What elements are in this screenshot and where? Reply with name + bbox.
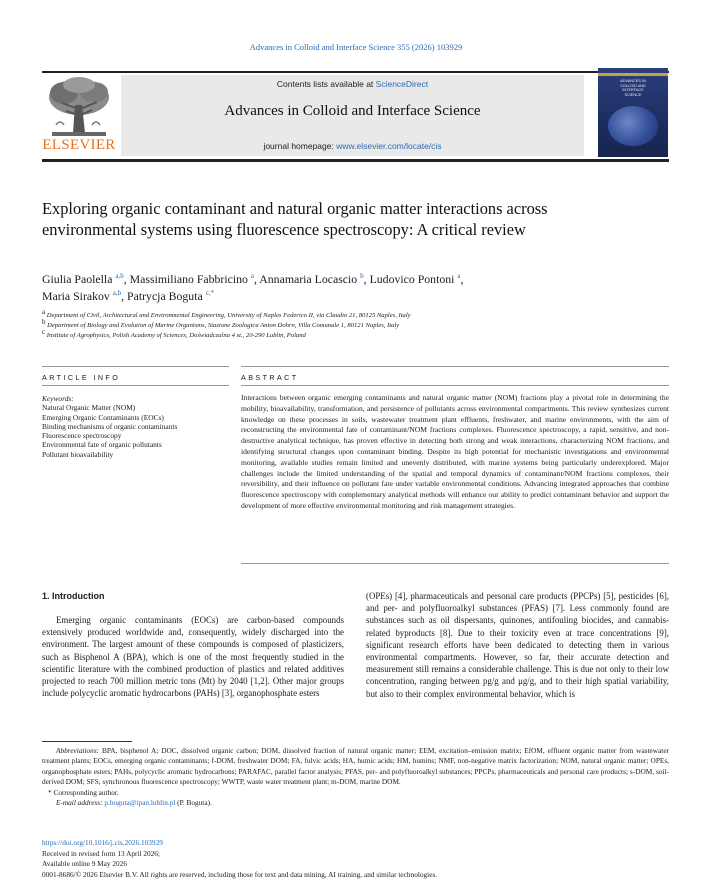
article-history	[42, 838, 669, 880]
footnotes	[42, 746, 669, 808]
author-separator: ,	[254, 272, 260, 286]
keyword: Emerging Organic Contaminants (EOCs)	[42, 412, 164, 422]
keyword: Pollutant bioavailability	[42, 449, 114, 459]
cover-title-line: INTERFACE	[622, 88, 644, 93]
journal-cover-image[interactable]	[598, 68, 668, 157]
author-separator: ,	[460, 272, 464, 286]
author-name: Patrycja Boguta	[127, 289, 203, 303]
authors-line-2	[42, 287, 642, 305]
doi-link[interactable]: https://doi.org/10.1016/j.cis.2026.103929	[42, 838, 163, 847]
author-name: Annamaria Locascio	[259, 272, 358, 286]
journal-header-box	[121, 75, 584, 156]
keywords-block	[42, 394, 232, 459]
author-affil-mark[interactable]: a	[250, 272, 255, 281]
contents-prefix: Contents lists available at	[276, 79, 376, 89]
keywords-label: Keywords:	[42, 394, 74, 403]
author[interactable]	[259, 272, 369, 286]
cover-graphic	[608, 106, 658, 146]
section-heading-introduction: 1. Introduction	[42, 591, 105, 601]
intro-left-paragraph: Emerging organic contaminants (EOCs) are carbon-based compounds extensively produced worldwide and, consequently, widely discharged into the environment. The largest amount of these compounds is composed of plasticizers, such as Bisphenol A (BPA), which is one of the most frequently studied in the scientific literature with the combined production of plastics and related additives projected to reach 700 million metric tons (Mt) by 2040 [1,2]. Other major groups include polycyclic aromatic hydrocarbons (PAHs) [3], organophosphate esters	[42, 615, 344, 699]
affiliation	[42, 327, 642, 340]
article-info-rule-bottom	[42, 385, 229, 386]
cover-title-line: SCIENCE	[624, 92, 642, 97]
author-separator: ,	[121, 289, 128, 303]
sciencedirect-link[interactable]: ScienceDirect	[375, 79, 429, 89]
author-affil-mark[interactable]: a	[457, 272, 461, 281]
affiliation-text: Department of Civil, Architectural and Environmental Engineering, University of Naples Federico II, via Claudio 21, 80125 Naples, Italy	[46, 312, 411, 319]
journal-reference[interactable]: Advances in Colloid and Interface Science 355 (2026) 103929	[249, 42, 463, 52]
keyword: Binding mechanisms of organic contaminants	[42, 421, 178, 431]
available-date: Available online 9 May 2026	[42, 859, 127, 869]
header-bottom-rule	[42, 159, 669, 162]
elsevier-logo[interactable]	[42, 75, 116, 157]
received-date: Received in revised form 13 April 2026;	[42, 848, 160, 858]
homepage-prefix: journal homepage:	[263, 141, 337, 151]
email-suffix: (P. Boguta).	[175, 798, 212, 808]
intro-right-paragraph: (OPEs) [4], pharmaceuticals and personal care products (PPCPs) [5], pesticides [6], and per- and polyfluoroalkyl substances (PFAS) [7]. Less commonly found are substances such as oil dispersants, quinones, antifouling biocides, and cannabis-related byproducts [8]. Due to their toxicity even at trace concentrations [9], significant research efforts have been dedicated to detecting them in various environmental compartments. However, so far, their accurate detection and measurement still remains a considerable challenge. This is due not only to their low concentration, ranging between pg/g and μg/g, and to their high spatial variability, but also to their complex environmental behavior, which is	[366, 591, 669, 699]
author[interactable]	[42, 272, 130, 286]
author-separator: ,	[123, 272, 130, 286]
author[interactable]	[130, 272, 260, 286]
abstract-rule-bottom	[241, 385, 669, 386]
author-name: Ludovico Pontoni	[369, 272, 455, 286]
author[interactable]	[370, 272, 464, 286]
article-info-heading: ARTICLE INFO	[42, 373, 121, 382]
author-name: Maria Sirakov	[42, 289, 110, 303]
abstract-heading: ABSTRACT	[241, 373, 299, 382]
cover-stripe	[598, 73, 668, 76]
affiliation-mark: c	[42, 327, 46, 336]
author-affil-mark[interactable]: a,b	[115, 272, 124, 281]
email-label: E-mail address:	[56, 798, 105, 808]
cover-title	[602, 79, 664, 97]
author-affil-mark[interactable]: b	[360, 272, 364, 281]
abbreviations-label: Abbreviations:	[56, 746, 100, 755]
homepage-line	[121, 141, 584, 151]
keyword: Natural Organic Matter (NOM)	[42, 403, 136, 413]
affiliation-mark: b	[42, 317, 46, 326]
authors-line-1	[42, 270, 642, 288]
abstract-end-rule	[241, 563, 669, 564]
publisher-name: ELSEVIER	[42, 137, 116, 153]
author-name: Giulia Paolella	[42, 272, 113, 286]
abstract-rule	[241, 366, 669, 367]
article-info-rule	[42, 366, 229, 367]
author-separator: ,	[363, 272, 370, 286]
footnote-rule	[42, 741, 132, 742]
affiliation	[42, 307, 642, 320]
homepage-link[interactable]: www.elsevier.com/locate/cis	[336, 141, 442, 151]
abbreviations-text: BPA, bisphenol A; DOC, dissolved organic carbon; DOM, dissolved fraction of natural organic matter; EEM, excitation–emission matrix; EfOM, effluent organic matter from wastewater treatment plants; EOCs, emerging organic contaminants; f-DOM, freshwater DOM; FA, fulvic acids; HA, humic acids; HM, humins; NMF, non-negative matrix factorization; NOM, natural organic matter; OPEs, organophosphate esters; PAHs, polycyclic aromatic hydrocarbons; PARAFAC, parallel factor analysis; PFAS, per- and polyfluoroalkyl substances; PPCPs, pharmaceuticals and personal care products; s-DOM, soil-derived DOM; SFS, synchronous fluorescence spectroscopy; WWTP, waste water treatment plant; m-DOM, marine DOM.	[42, 746, 669, 787]
author-affil-mark[interactable]: c,*	[205, 289, 215, 298]
header-top-rule	[42, 71, 669, 73]
author-affil-mark[interactable]: a,b	[112, 289, 122, 298]
journal-title: Advances in Colloid and Interface Science	[224, 103, 481, 119]
cover-title-line: COLLOID AND	[620, 83, 646, 88]
affiliation	[42, 317, 642, 330]
corresponding-author-note: * Corresponding author.	[48, 787, 119, 797]
article-title: Exploring organic contaminant and natural organic matter interactions across environmental systems using fluorescence spectroscopy: A critical review	[42, 199, 548, 239]
author-name: Massimiliano Fabbricino	[129, 272, 248, 286]
affiliation-text: Department of Biology and Evolution of Marine Organisms, Stazione Zoologica Anton Dohrn, Villa Comunale 1, 80121 Naples, Italy	[47, 322, 400, 329]
keyword: Environmental fate of organic pollutants	[42, 440, 162, 450]
abstract-text: Interactions between organic emerging contaminants and natural organic matter (NOM) fractions play a pivotal role in determining the mobility, bioavailability, transformation, and persistence of pollutants across environmental compartments. This review synthesizes current knowledge on these processes in soils, wastewater treatment plant effluents, freshwater, and marine environments, with the aim of reconstructing the environmental fate of contaminant/NOM fractions complexes. Fluorescence spectroscopy, a rapid, sensitive, and non-destructive analytical technique, has proven effective in detecting both strong and weak interactions, characterizing NOM fractions, and identifying structural changes upon contaminant binding. Despite its high potential for mechanistic investigations and environmental monitoring, available studies remain limited and unevenly distributed, with marine systems being particularly underexplored. Major challenges include the limited understanding of the spatial and temporal dynamics of contaminant/NOM fractions complexes, their reversibility, and their influence on pollutant fate under variable environmental conditions. Advancing integrated approaches that combine fluorescence spectroscopy with complementary analytical methods will enhance our ability to predict contaminant behavior and support the development of more effective environmental monitoring and risk management strategies.	[241, 393, 669, 510]
author[interactable]	[42, 289, 127, 303]
email-note	[42, 798, 669, 808]
contents-line	[121, 79, 584, 89]
abbreviations-note	[42, 746, 669, 788]
affiliation-text: Institute of Agrophysics, Polish Academy of Sciences, Doświadczalna 4 st., 20-290 Lublin, Poland	[46, 332, 306, 339]
keyword: Fluorescence spectroscopy	[42, 431, 122, 441]
cover-title-line: ADVANCES IN	[620, 79, 646, 83]
copyright-line: 0001-8686/© 2026 Elsevier B.V. All rights are reserved, including those for text and data mining, AI training, and similar technologies.	[42, 869, 438, 879]
email-link[interactable]: p.boguta@ipan.lublin.pl	[104, 798, 176, 808]
affiliation-mark: a	[42, 307, 46, 316]
author[interactable]	[127, 289, 214, 303]
